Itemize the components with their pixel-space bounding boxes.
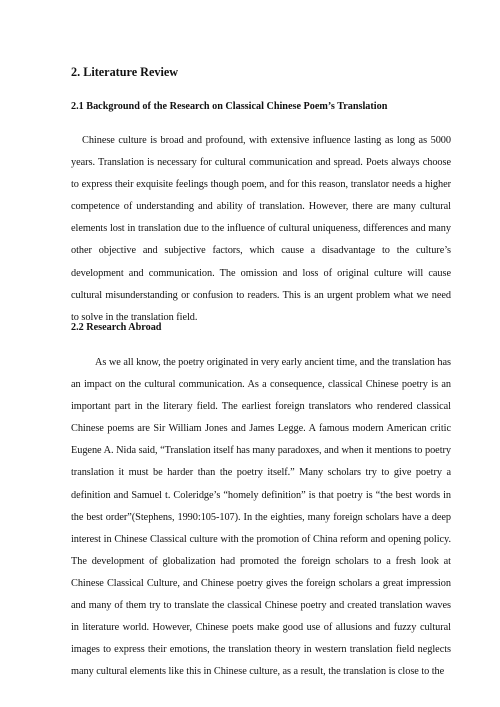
subsection-title-research-abroad: 2.2 Research Abroad xyxy=(71,322,162,333)
subsection-title-background: 2.1 Background of the Research on Classical Chinese Poem’s Translation xyxy=(71,101,388,112)
paragraph-background: Chinese culture is broad and profound, with extensive influence lasting as long as 5000 years. Translation is necessary for cultural communication and spread. Poets always choose to express their exquisite feelings though poem, and for this reason, translator needs a higher competence of understanding and ability of translation. However, there are many cultural elements lost in translation due to the influence of cultural uniqueness, differences and many other objective and subjective factors, which cause a disadvantage to the culture’s development and communication. The omission and loss of original culture will cause cultural misunderstanding or confusion to readers. This is an urgent problem what we need to solve in the translation field. xyxy=(71,135,451,323)
paragraph-research-abroad: As we all know, the poetry originated in very early ancient time, and the translation has an impact on the cultural communication. As a consequence, classical Chinese poetry is an important part in the literary field. The earliest foreign translators who rendered classical Chinese poems are Sir William Jones and James Legge. A famous modern American critic Eugene A. Nida said, “Translation itself has many paradoxes, and when it mentions to poetry translation it must be harder than the poetry itself.” Many scholars try to give poetry a definition and Samuel t. Coleridge’s “homely definition” is that poetry is “the best words in the best order”(Stephens, 1990:105-107). In the eighties, many foreign scholars have a deep interest in Chinese Classical culture with the promotion of China reform and opening policy. The development of globalization had promoted the foreign scholars to a fresh look at Chinese Classical Culture, and Chinese poetry gives the foreign scholars a great impression and many of them try to translate the classical Chinese poetry and created translation waves in literature world. However, Chinese poets make good use of allusions and fuzzy cultural images to express their emotions, the translation theory in western translation field neglects many cultural elements like this in Chinese culture, as a result, the translation is close to the xyxy=(71,357,451,678)
section-title: 2. Literature Review xyxy=(71,65,179,79)
